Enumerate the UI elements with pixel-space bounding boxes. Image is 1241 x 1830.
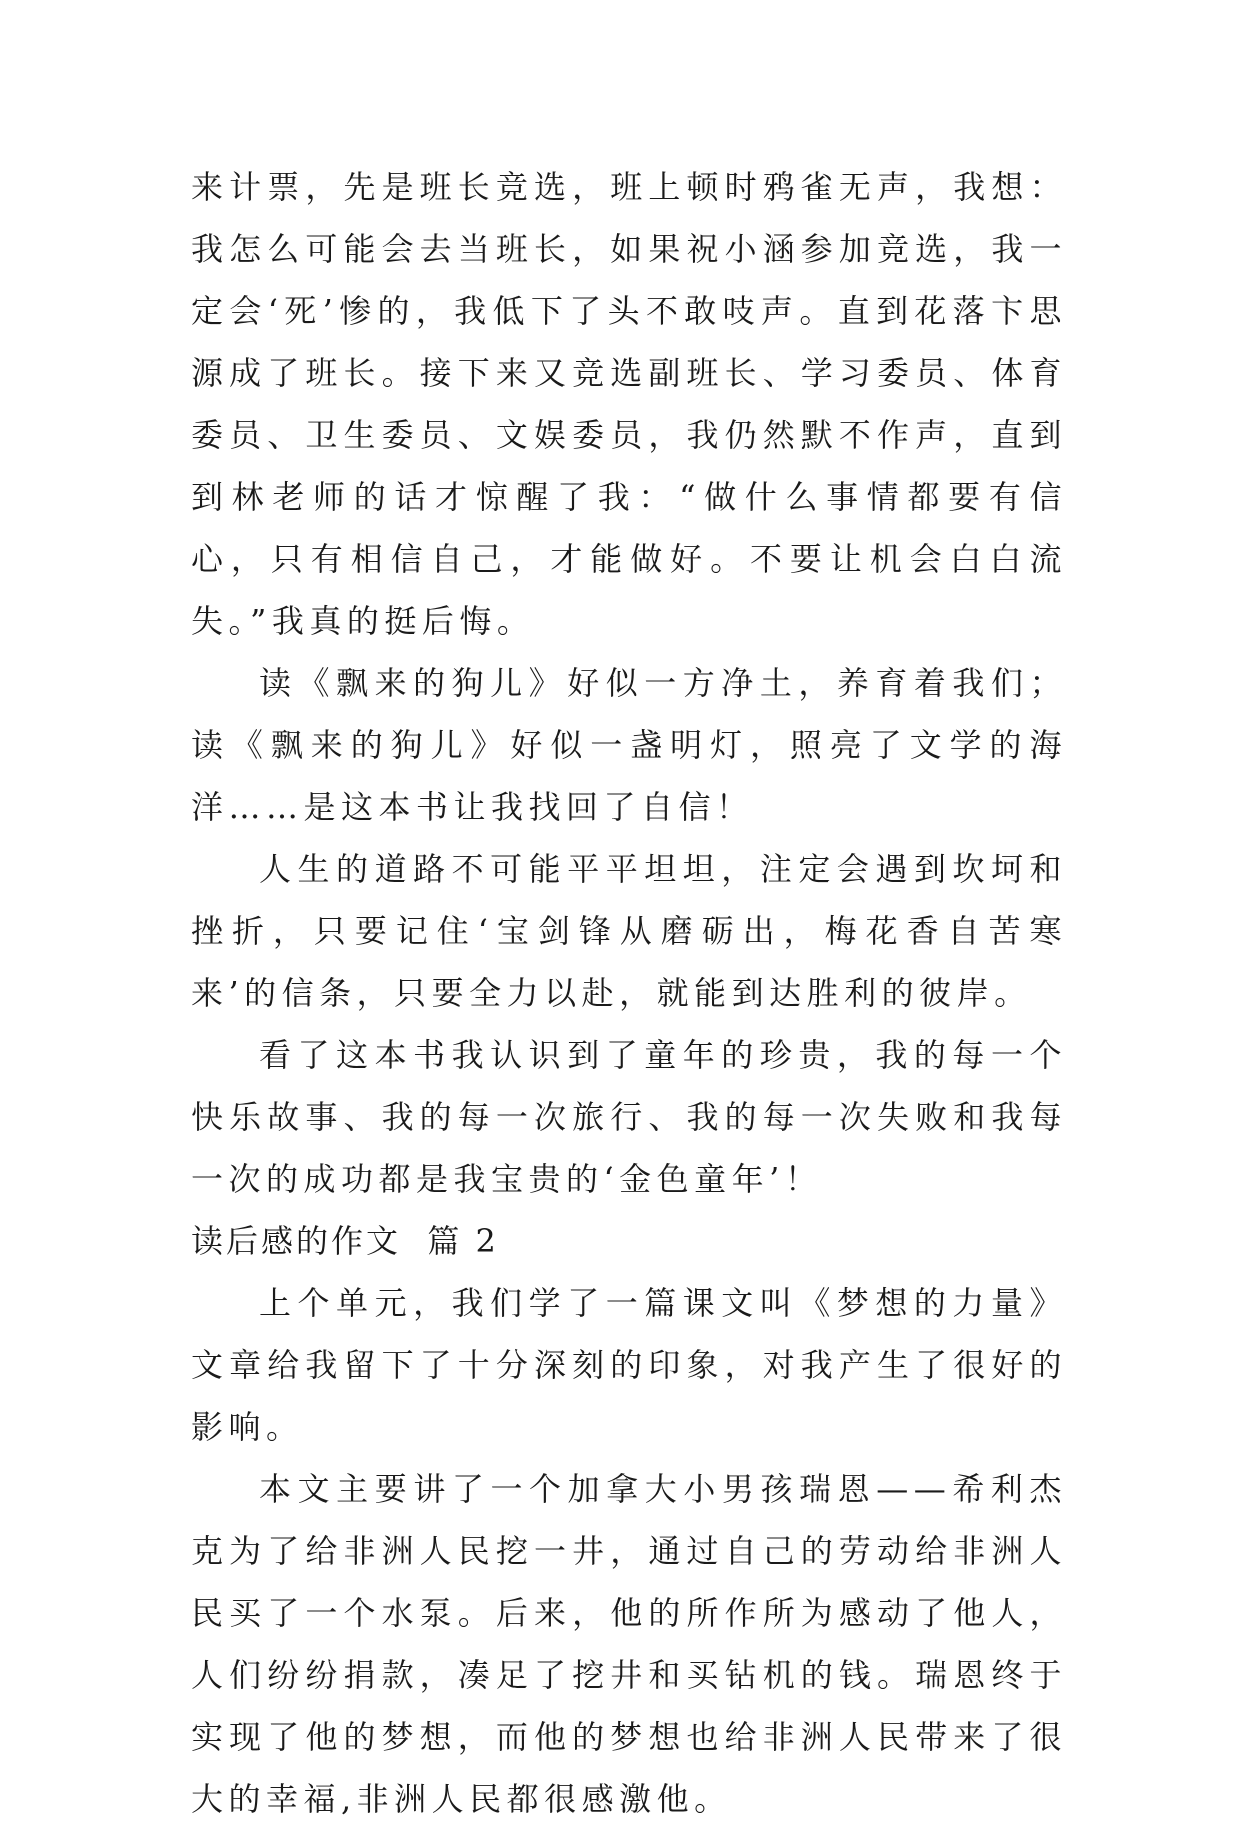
paragraph: 读《飘来的狗儿》好似一方净土，养育着我们；读《飘来的狗儿》好似一盏明灯，照亮了文学的海洋……是这本书让我找回了自信！ bbox=[191, 664, 1067, 826]
paragraph: 本文主要讲了一个加拿大小男孩瑞恩——希利杰克为了给非洲人民挖一井，通过自己的劳动给非洲人民买了一个水泵。后来，他的所作所为感动了他人，人们纷纷捐款，凑足了挖井和买钻机的钱。瑞恩终于实现了他的梦想，而他的梦想也给非洲人民带来了很大的幸福,非洲人民都很感激他。 bbox=[191, 1470, 1067, 1818]
section-heading: 读后感的作文 篇 2 bbox=[191, 1222, 499, 1260]
paragraph-continued: 来计票，先是班长竞选，班上顿时鸦雀无声，我想：我怎么可能会去当班长，如果祝小涵参加竞选，我一定会‘死’惨的，我低下了头不敢吱声。直到花落卞思源成了班长。接下来又竞选副班长、学习委员、体育委员、卫生委员、文娱委员，我仍然默不作声，直到到林老师的话才惊醒了我：“做什么事情都要有信心，只有相信自己，才能做好。不要让机会白白流失。”我真的挺后悔。 bbox=[191, 168, 1067, 640]
paragraph: 人生的道路不可能平平坦坦，注定会遇到坎坷和挫折，只要记住‘宝剑锋从磨砺出，梅花香自苦寒来’的信条，只要全力以赴，就能到达胜利的彼岸。 bbox=[191, 850, 1067, 1012]
paragraph: 看了这本书我认识到了童年的珍贵，我的每一个快乐故事、我的每一次旅行、我的每一次失败和我每一次的成功都是我宝贵的‘金色童年’！ bbox=[191, 1036, 1067, 1198]
paragraph: 上个单元，我们学了一篇课文叫《梦想的力量》文章给我留下了十分深刻的印象，对我产生了很好的影响。 bbox=[191, 1284, 1067, 1446]
document-body bbox=[191, 156, 1067, 1830]
